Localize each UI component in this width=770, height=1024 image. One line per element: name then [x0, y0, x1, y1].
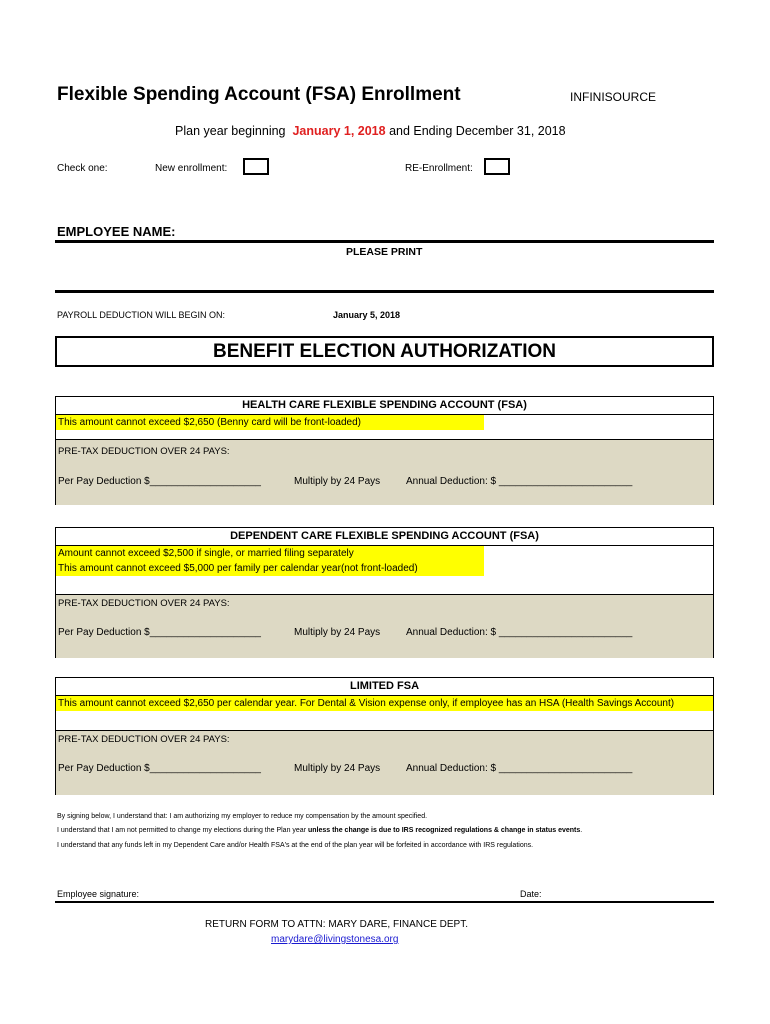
form-title: Flexible Spending Account (FSA) Enrollment — [57, 84, 461, 105]
multiply-label: Multiply by 24 Pays — [294, 627, 381, 638]
deduction-area — [56, 731, 713, 795]
re-enrollment-label: RE-Enrollment: — [405, 163, 473, 174]
health-fsa-section — [55, 396, 714, 505]
annual-field[interactable]: Annual Deduction: $ ________________________ — [406, 476, 633, 487]
deduction-area — [56, 440, 713, 505]
terms-line-2-end: . — [580, 827, 583, 834]
limited-limit-note: This amount cannot exceed $2,650 per calendar year. For Dental & Vision expense only, if employee has an HSA (Health Savings Account) — [56, 696, 713, 711]
note-row — [56, 415, 713, 440]
multiply-label: Multiply by 24 Pays — [294, 476, 381, 487]
per-pay-field[interactable]: Per Pay Deduction $____________________ — [58, 627, 261, 638]
employee-signature-label: Employee signature: — [57, 889, 140, 899]
annual-field[interactable]: Annual Deduction: $ ________________________ — [406, 627, 633, 638]
payroll-date: January 5, 2018 — [333, 310, 401, 320]
employee-name-line[interactable] — [55, 240, 714, 243]
per-pay-field[interactable]: Per Pay Deduction $____________________ — [58, 476, 261, 487]
plan-start-date: January 1, 2018 — [292, 124, 386, 138]
return-instructions: RETURN FORM TO ATTN: MARY DARE, FINANCE DEPT. — [205, 919, 468, 930]
please-print-label: PLEASE PRINT — [346, 246, 423, 258]
date-label: Date: — [520, 889, 542, 899]
health-limit-note: This amount cannot exceed $2,650 (Benny card will be front-loaded) — [56, 415, 484, 430]
re-enrollment-checkbox[interactable] — [484, 158, 510, 175]
plan-year-line — [175, 124, 566, 138]
company-name: INFINISOURCE — [570, 90, 657, 104]
pretax-label: PRE-TAX DEDUCTION OVER 24 PAYS: — [58, 598, 230, 609]
new-enrollment-checkbox[interactable] — [243, 158, 269, 175]
authorization-title: BENEFIT ELECTION AUTHORIZATION — [55, 336, 714, 367]
limited-fsa-section — [55, 677, 714, 795]
terms-line-2-text: I understand that I am not permitted to change my elections during the Plan year — [57, 827, 308, 834]
plan-end-text: and Ending December 31, 2018 — [389, 124, 566, 138]
multiply-label: Multiply by 24 Pays — [294, 763, 381, 774]
pretax-label: PRE-TAX DEDUCTION OVER 24 PAYS: — [58, 734, 230, 745]
pretax-label: PRE-TAX DEDUCTION OVER 24 PAYS: — [58, 446, 230, 457]
dependent-fsa-section — [55, 527, 714, 658]
dependent-limit-notes — [56, 546, 484, 576]
per-pay-field[interactable]: Per Pay Deduction $____________________ — [58, 763, 261, 774]
dependent-note-2: This amount cannot exceed $5,000 per family per calendar year(not front-loaded) — [58, 563, 418, 574]
dependent-note-1: Amount cannot exceed $2,500 if single, or married filing separately — [58, 548, 354, 559]
terms-line-2 — [57, 827, 582, 834]
signature-line[interactable] — [55, 901, 714, 903]
note-row — [56, 696, 713, 731]
divider — [55, 290, 714, 293]
contact-email-link[interactable]: marydare@livingstonesa.org — [271, 934, 399, 945]
plan-prefix: Plan year beginning — [175, 124, 286, 138]
terms-line-3: I understand that any funds left in my Dependent Care and/or Health FSA's at the end of the plan year will be forfeited in accordance with IRS regulations. — [57, 842, 534, 849]
terms-line-2-bold: unless the change is due to IRS recognized regulations & change in status events — [307, 827, 581, 834]
section-title: LIMITED FSA — [56, 678, 713, 696]
check-one-label: Check one: — [57, 163, 108, 174]
payroll-label: PAYROLL DEDUCTION WILL BEGIN ON: — [57, 310, 226, 320]
section-title: HEALTH CARE FLEXIBLE SPENDING ACCOUNT (FSA) — [56, 397, 713, 415]
annual-field[interactable]: Annual Deduction: $ ________________________ — [406, 763, 633, 774]
new-enrollment-label: New enrollment: — [155, 163, 228, 174]
terms-line-1: By signing below, I understand that: I am authorizing my employer to reduce my compensation by the amount specified. — [57, 813, 428, 820]
section-title: DEPENDENT CARE FLEXIBLE SPENDING ACCOUNT (FSA) — [56, 528, 713, 546]
employee-name-label: EMPLOYEE NAME: — [57, 224, 176, 239]
deduction-area — [56, 595, 713, 658]
note-row — [56, 546, 713, 595]
